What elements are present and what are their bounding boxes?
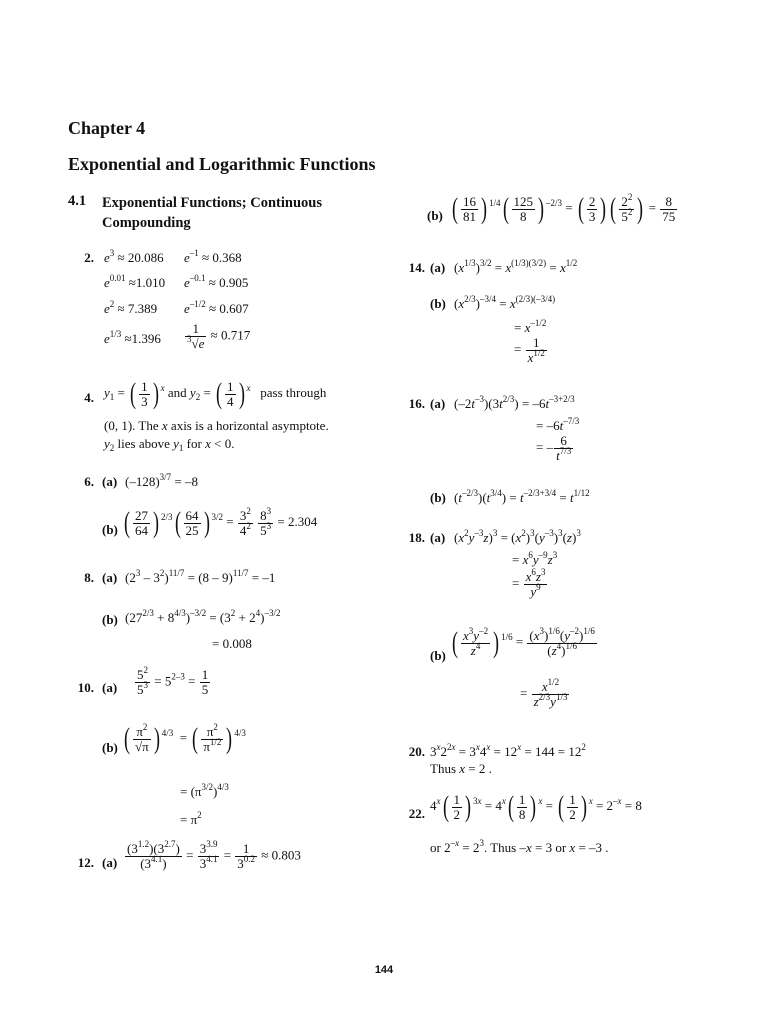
text: and [167, 384, 187, 400]
equation [125, 474, 198, 490]
equation: $\frac{5^2}{5^3}$ = $5^{2-3}$ = $\frac{1}{5}$ [137, 665, 209, 697]
equation-value: ≈ 20.086 [117, 250, 164, 265]
equation: $e^3 \approx 20.086$ [104, 248, 164, 265]
equation: = $\frac{1}{x^{1/2}}$ [514, 335, 545, 365]
section-number: 4.1 [68, 193, 87, 209]
exponent: 3/7 [159, 472, 172, 482]
problem-number: 18. [408, 530, 425, 545]
part-label: (b) [430, 296, 446, 311]
equation: 4$^x$( $\frac{1}{2}$ ) $^{3x} = 4^x$( $\frac{1}{8}$ ) $^x$ = ( $\frac{1}{2}$ ) $^x = 2^{-x} = 8$ [430, 790, 642, 823]
equation: ( $\frac{x^3y^{-2}}{z^4}$ ) $^{1/6}$ = $\frac{(x^3)^{1/6}(y^{-2})^{1/6}}{(z^4)^{1/6}}$ [452, 625, 595, 659]
problem-number: 12. [77, 855, 94, 870]
text: for [186, 436, 202, 451]
part-label: (b) [102, 740, 118, 755]
part-label: (b) [430, 648, 446, 663]
equation: $(x^{1/3})^{3/2} = x^{(1/3)(3/2)} = x^{1/2}$ [454, 258, 578, 275]
problem-number: 14. [408, 260, 425, 275]
equation-value: ≈ 0.368 [202, 250, 242, 265]
part-label: (a) [102, 474, 118, 489]
equation: ( $\frac{16}{81}$ ) $^{1/4}$( $\frac{125}{8}$ ) $^{-2/3}$ = ( $\frac{2}{3}$ ) ( $\frac{2^2}{5^2}$ ) = $\frac{8}{75}$ [452, 191, 676, 225]
section-title: Exponential Functions; Continuous Compounding [102, 195, 322, 231]
equation: = $x^6y^{-9}z^3$ [512, 550, 558, 567]
equation-base: (–128) [125, 474, 160, 489]
equation: $\frac{1}{^3√e}$ ≈ 0.717 [187, 321, 251, 351]
equation: $(-2t^{-3})(3t^{2/3}) = -6t^{-3+2/3}$ [454, 394, 575, 411]
equation-value: ≈ 0.803 [261, 847, 301, 863]
equation: = $-6t^{-7/3}$ [536, 416, 580, 433]
equation-value: ≈ 0.607 [209, 301, 249, 316]
text-line: or $2^{-x} = 2^3$. Thus –x = 3 or x = –3 . [430, 838, 609, 855]
equation: $(2^3 - 3^2)^{11/7} = (8 - 9)^{11/7} = -1$ [125, 568, 276, 585]
problem-number: 4. [84, 390, 94, 405]
equation: $\frac{(3^{1.2})(3^{2.7})}{(3^{4.1})}$ = $\frac{3^{3.9}}{3^{4.1}}$ = $\frac{1}{3^{0.2}}$ ≈ 0.803 [127, 839, 301, 871]
text: . Thus [483, 840, 517, 855]
equation: $e^{1/3} \approx 1.396$ [104, 329, 161, 346]
equation: = $\frac{x^6z^3}{y^9}$ [512, 567, 546, 599]
part-label: (a) [430, 530, 446, 545]
equation: ( $\frac{\pi^2}{√\pi}$ ) $^{4/3}$ = ( $\frac{\pi^2}{\pi^{1/2}}$ ) $^{4/3}$ [124, 721, 246, 755]
equation: $(t^{-2/3})(t^{3/4}) = t^{-2/3+3/4} = t^{1/12}$ [454, 488, 590, 505]
text-line: $y_2$ lies above $y_1$ for x < 0. [104, 436, 235, 453]
text-line [104, 418, 329, 434]
part-label: (b) [102, 612, 118, 627]
equation: $(x^{2/3})^{-3/4} = x^{(2/3)(-3/4)}$ [454, 294, 556, 311]
equation-value: ≈1.010 [128, 275, 166, 290]
equation: $(x^2y^{-3}z)^3 = (x^2)^3(y^{-3})^3(z)^3$ [454, 528, 581, 545]
equation-value: = 0.008 [212, 636, 252, 651]
equation: $e^{0.01} \approx 1.010$ [104, 273, 166, 290]
equation: $e^{-1} \approx 0.368$ [184, 248, 242, 265]
chapter-title: Exponential and Logarithmic Functions [68, 154, 376, 174]
part-label: (a) [102, 570, 118, 585]
text: or [555, 840, 567, 855]
part-label: (a) [430, 260, 446, 275]
equation: = – $\frac{6}{t^{7/3}}$ [536, 433, 572, 463]
problem-number: 6. [84, 474, 94, 489]
text: < 0. [214, 436, 235, 451]
equation: $3^x2^{2x} = 3^x4^x = 12^x = 144 = 12^2$ [430, 742, 586, 759]
equation: $e^{-0.1} \approx 0.905$ [184, 273, 249, 290]
problem-number: 22. [408, 806, 425, 821]
text: lies above [117, 436, 170, 451]
problem-number: 8. [84, 570, 94, 585]
equation-value: ≈1.396 [124, 331, 161, 346]
equation: $y_1$ = ( $\frac{1}{3}$ ) $^x$ and $y_2$ = ( $\frac{1}{4}$ ) $^x$ pass through [104, 377, 327, 410]
equation: ( $\frac{27}{64}$ ) $^{2/3}$( $\frac{64}{25}$ ) $^{3/2}$ = $\frac{3^2}{4^2}$ $\frac{8^3}{5^3}$ = 2.304 [124, 505, 318, 539]
equation: = $x^{-1/2}$ [514, 318, 547, 335]
part-label: (b) [427, 208, 443, 223]
equation-value: = 2 . [468, 761, 492, 776]
part-label: (a) [102, 680, 118, 695]
equation: = $(\pi^{3/2})^{4/3}$ [180, 782, 229, 799]
variable: x [161, 418, 168, 433]
equation-value: = 2.304 [277, 513, 318, 529]
text: axis is a horizontal asymptote. [170, 418, 329, 433]
part-label: (a) [430, 396, 446, 411]
text: pass through [260, 384, 327, 400]
equation-value: ≈ 0.717 [210, 327, 251, 343]
equation-value: ≈ 0.905 [208, 275, 249, 290]
equation: = $\pi^2$ [180, 810, 202, 827]
text-line: Thus x = 2 . [430, 761, 492, 776]
equation: $e^{-1/2} \approx 0.607$ [184, 299, 249, 316]
part-label: (b) [430, 490, 446, 505]
problem-number: 2. [84, 250, 94, 265]
text: or [430, 840, 441, 855]
problem-number: 20. [408, 744, 425, 759]
part-label: (a) [102, 855, 118, 870]
chapter-heading: Chapter 4 [68, 118, 146, 138]
equation-value: ≈ 7.389 [117, 301, 158, 316]
page-number: 144 [374, 964, 394, 976]
text: (0, 1). The [104, 418, 159, 433]
equation: = $\frac{x^{1/2}}{z^{2/3}y^{1/3}}$ [520, 677, 568, 709]
equation: $(27^{2/3} + 8^{4/3})^{-3/2} = (3^2 + 2^4)^{-3/2}$ [125, 608, 281, 625]
equation: $e^2 \approx 7.389$ [104, 299, 158, 316]
text: Thus [430, 761, 456, 776]
problem-number: 10. [77, 680, 94, 695]
problem-number: 16. [408, 396, 425, 411]
part-label: (b) [102, 522, 118, 537]
equation-value: = –8 [174, 474, 199, 489]
